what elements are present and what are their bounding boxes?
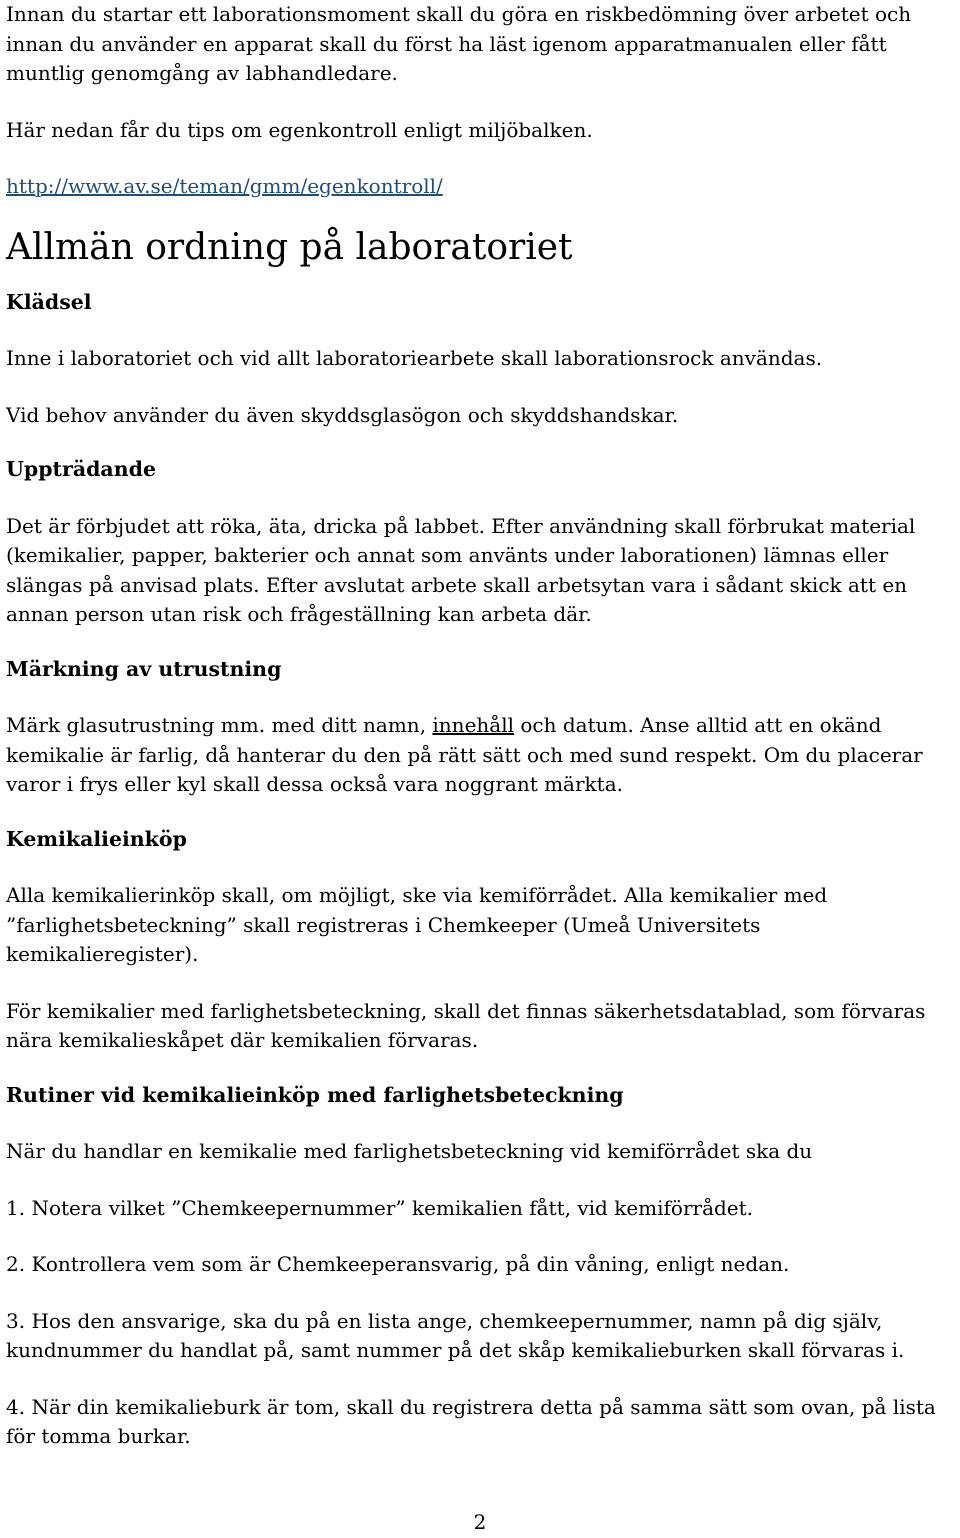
page-number: 2 — [473, 1510, 487, 1534]
egenkontroll-link[interactable]: http://www.av.se/teman/gmm/egenkontroll/ — [6, 174, 443, 198]
link-paragraph — [6, 172, 956, 202]
heading-kladsel: Klädsel — [6, 289, 92, 314]
heading-kemikalieinkop: Kemikalieinköp — [6, 826, 187, 851]
rutiner-step-4: 4. När din kemikalieburk är tom, skall du registrera detta på samma sätt som ovan, på lista för tomma burkar. — [6, 1394, 936, 1448]
intro-paragraph: Innan du startar ett laborationsmoment skall du göra en riskbedömning över arbetet och innan du använder en apparat skall du först ha läst igenom apparatmanualen eller fått muntlig genomgång av labhandledare. — [6, 2, 912, 85]
rutiner-step-2: 2. Kontrollera vem som är Chemkeeperansvarig, på din våning, enligt nedan. — [6, 1252, 790, 1276]
heading-upptradande: Uppträdande — [6, 457, 156, 481]
kladsel-paragraph-2: Vid behov använder du även skyddsglasögon och skyddshandskar. — [6, 402, 679, 427]
markning-text-after: och datum. Anse alltid att en okänd kemikalie är farlig, då hanterar du den på rätt sätt och med sund respekt. Om du placerar varor i frys eller kyl skall dessa också vara noggrant märkta. — [6, 713, 923, 796]
markning-text-before: Märk glasutrustning mm. med ditt namn, — [6, 713, 433, 737]
page-title: Allmän ordning på laboratoriet — [6, 226, 573, 268]
kladsel-paragraph-1: Inne i laboratoriet och vid allt laboratoriearbete skall laborationsrock användas. — [6, 346, 823, 370]
upptradande-paragraph: Det är förbjudet att röka, äta, dricka på labbet. Efter användning skall förbrukat material (kemikalier, papper, bakterier och annat som använts under laborationen) lämnas eller slängas på anvisad plats. Efter avslutat arbete skall arbetsytan vara i sådant skick att en annan person utan risk och frågeställning kan arbeta där. — [6, 513, 916, 626]
kemikalieinkop-paragraph-2: För kemikalier med farlighetsbeteckning, skall det finnas säkerhetsdatablad, som förvaras nära kemikalieskåpet där kemikalien förvaras. — [6, 998, 926, 1052]
heading-rutiner: Rutiner vid kemikalieinköp med farlighetsbeteckning — [6, 1082, 624, 1107]
kemikalieinkop-paragraph-1: Alla kemikalierinköp skall, om möjligt, ske via kemiförrådet. Alla kemikalier med ”farlighetsbeteckning” skall registreras i Chemkeeper (Umeå Universitets kemikalieregister). — [6, 883, 828, 966]
document-page — [6, 0, 956, 1452]
rutiner-intro: När du handlar en kemikalie med farlighetsbeteckning vid kemiförrådet ska du — [6, 1139, 813, 1163]
heading-markning: Märkning av utrustning — [6, 656, 282, 681]
markning-paragraph — [6, 711, 956, 800]
tips-paragraph: Här nedan får du tips om egenkontroll enligt miljöbalken. — [6, 117, 593, 142]
rutiner-step-1: 1. Notera vilket ”Chemkeepernummer” kemikalien fått, vid kemiförrådet. — [6, 1195, 754, 1220]
rutiner-step-3: 3. Hos den ansvarige, ska du på en lista ange, chemkeepernummer, namn på dig själv, kundnummer du handlat på, samt nummer på det skåp kemikalieburken skall förvaras i. — [6, 1308, 905, 1362]
markning-underlined-word: innehåll — [432, 713, 514, 737]
